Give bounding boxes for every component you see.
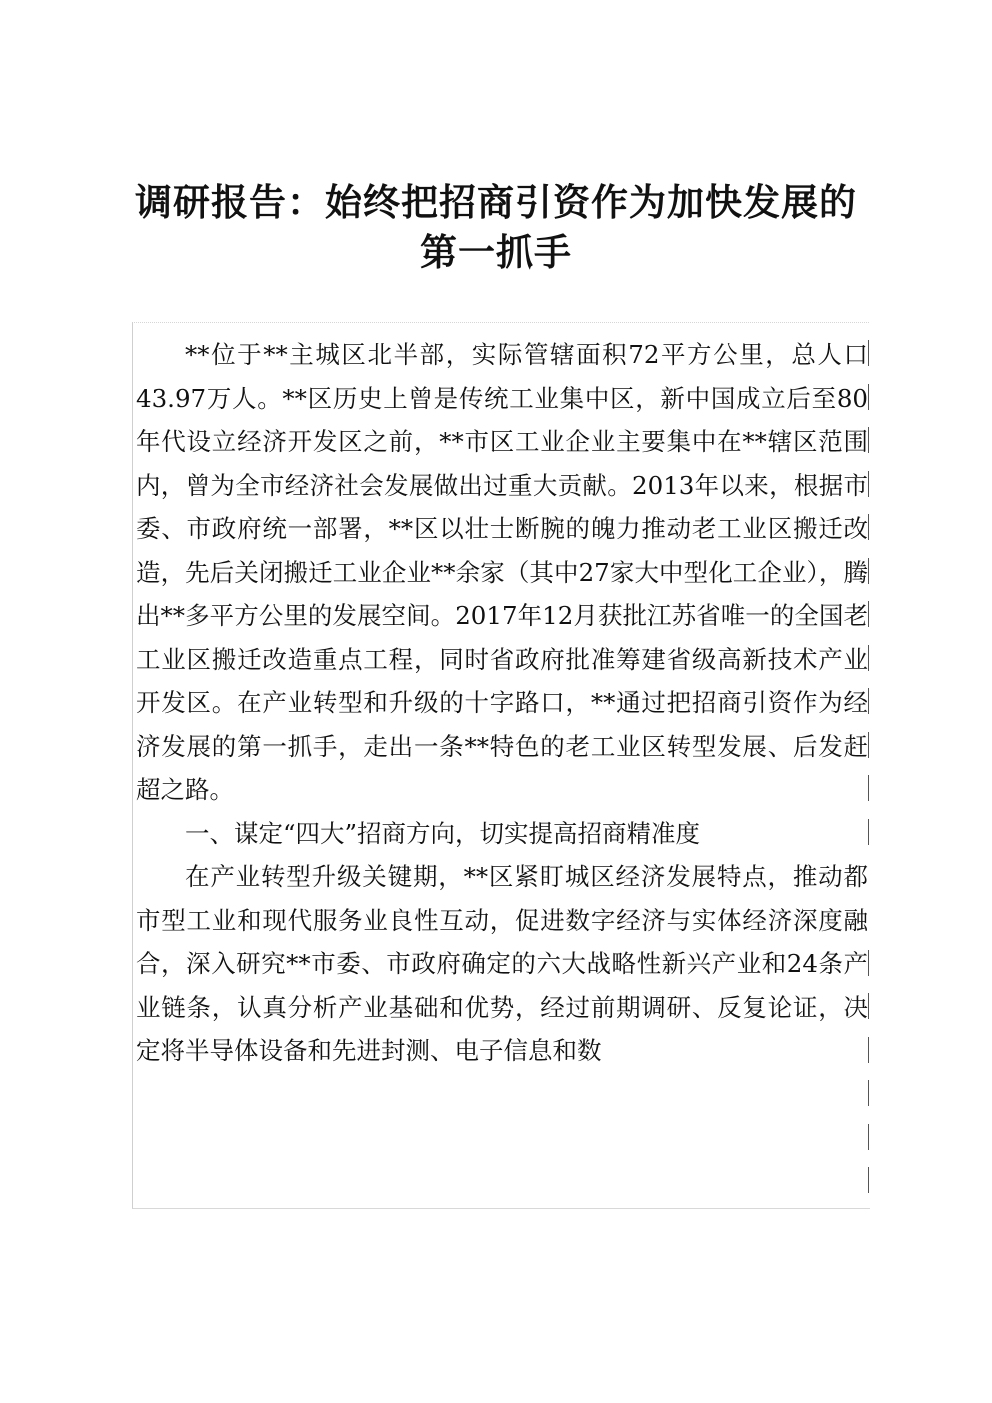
margin-mark — [868, 340, 869, 366]
document-body — [136, 333, 868, 1073]
paragraph-intro: **位于**主城区北半部，实际管辖面积72平方公里，总人口43.97万人。**区历史上曾是传统工业集中区，新中国成立后至80年代设立经济开发区之前，**市区工业企业主要集中在**辖区范围内，曾为全市经济社会发展做出过重大贡献。2013年以来，根据市委、市政府统一部署，**区以壮士断腕的魄力推动老工业区搬迁改造，先后关闭搬迁工业企业**余家（其中27家大中型化工企业），腾出**多平方公里的发展空间。2017年12月获批江苏省唯一的全国老工业区搬迁改造重点工程，同时省政府批准筹建省级高新技术产业开发区。在产业转型和升级的十字路口，**通过把招商引资作为经济发展的第一抓手，走出一条**特色的老工业区转型发展、后发赶超之路。 — [136, 340, 868, 804]
right-margin-marks — [868, 340, 870, 1210]
margin-mark — [868, 732, 869, 758]
margin-mark — [868, 1124, 869, 1150]
document-title — [0, 178, 992, 278]
margin-mark — [868, 775, 869, 801]
margin-mark — [868, 819, 869, 845]
title-line-1: 调研报告：始终把招商引资作为加快发展的 — [135, 181, 857, 224]
margin-mark — [868, 427, 869, 453]
margin-mark — [868, 688, 869, 714]
margin-mark — [868, 471, 869, 497]
margin-mark — [868, 514, 869, 540]
margin-mark — [868, 1080, 869, 1106]
margin-mark — [868, 993, 869, 1019]
margin-mark — [868, 384, 869, 410]
margin-mark — [868, 950, 869, 976]
margin-mark — [868, 1167, 869, 1193]
margin-mark — [868, 1037, 869, 1063]
title-line-2: 第一抓手 — [420, 231, 572, 274]
margin-mark — [868, 645, 869, 671]
margin-mark — [868, 558, 869, 584]
paragraph-section-1: 在产业转型升级关键期，**区紧盯城区经济发展特点，推动都市型工业和现代服务业良性互动，促进数字经济与实体经济深度融合，深入研究**市委、市政府确定的六大战略性新兴产业和24条产业链条，认真分析产业基础和优势，经过前期调研、反复论证，决定将半导体设备和先进封测、电子信息和数 — [136, 862, 868, 1065]
section-heading-1: 一、谋定“四大”招商方向，切实提高招商精准度 — [185, 818, 701, 848]
margin-mark — [868, 601, 869, 627]
